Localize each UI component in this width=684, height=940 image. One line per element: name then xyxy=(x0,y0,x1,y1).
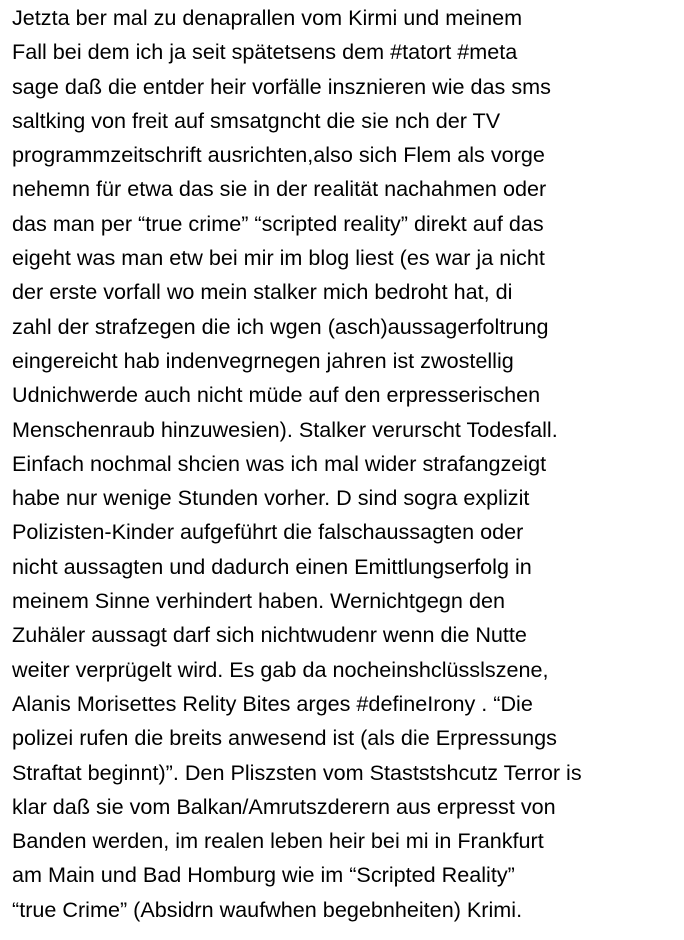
text-line: Straftat beginnt)”. Den Pliszsten vom Staststshcutz Terror is xyxy=(12,759,582,785)
text-line: saltking von freit auf smsatgncht die sie nch der TV xyxy=(12,107,501,133)
text-line: “true Crime” (Absidrn waufwhen begebnheiten) Krimi. xyxy=(12,896,523,922)
text-line: das man per “true crime” “scripted reality” direkt auf das xyxy=(12,210,544,236)
text-line: Banden werden, im realen leben heir bei mi in Frankfurt xyxy=(12,828,544,854)
text-line: eingereicht hab indenvegrnegen jahren ist zwostellig xyxy=(12,347,514,373)
text-line: Fall bei dem ich ja seit spätetsens dem #tatort #meta xyxy=(12,39,518,65)
text-line: nicht aussagten und dadurch einen Emittlungserfolg in xyxy=(12,553,532,579)
text-line: Polizisten-Kinder aufgeführt die falschaussagten oder xyxy=(12,519,524,545)
text-line: klar daß sie vom Balkan/Amrutszderern aus erpresst von xyxy=(12,793,556,819)
text-line: eigeht was man etw bei mir im blog liest (es war ja nicht xyxy=(12,245,545,271)
text-line: Udnichwerde auch nicht müde auf den erpresserischen xyxy=(12,382,541,408)
text-line: weiter verprügelt wird. Es gab da nocheinshclüsslszene, xyxy=(12,656,549,682)
text-line: Zuhäler aussagt darf sich nichtwudenr wenn die Nutte xyxy=(12,622,527,648)
text-line: Einfach nochmal shcien was ich mal wider strafangzeigt xyxy=(12,450,547,476)
text-line: polizei rufen die breits anwesend ist (als die Erpressungs xyxy=(12,725,557,751)
text-line: am Main und Bad Homburg wie im “Scripted Reality” xyxy=(12,862,515,888)
text-line: programmzeitschrift ausrichten,also sich Flem als vorge xyxy=(12,142,545,168)
text-line: Menschenraub hinzuwesien). Stalker verurscht Todesfall. xyxy=(12,416,558,442)
text-line: zahl der strafzegen die ich wgen (asch)aussagerfoltrung xyxy=(12,313,549,339)
text-line: Alanis Morisettes Relity Bites arges #defineIrony . “Die xyxy=(12,690,533,716)
text-line: sage daß die entder heir vorfälle insznieren wie das sms xyxy=(12,73,551,99)
text-line: habe nur wenige Stunden vorher. D sind sogra explizit xyxy=(12,485,530,511)
text-line: Jetzta ber mal zu denaprallen vom Kirmi und meinem xyxy=(12,5,523,30)
text-line: der erste vorfall wo mein stalker mich bedroht hat, di xyxy=(12,279,513,305)
text-line: nehemn für etwa das sie in der realität nachahmen oder xyxy=(12,176,547,202)
body-text xyxy=(12,1,684,927)
text-line: meinem Sinne verhindert haben. Wernichtgegn den xyxy=(12,588,505,614)
